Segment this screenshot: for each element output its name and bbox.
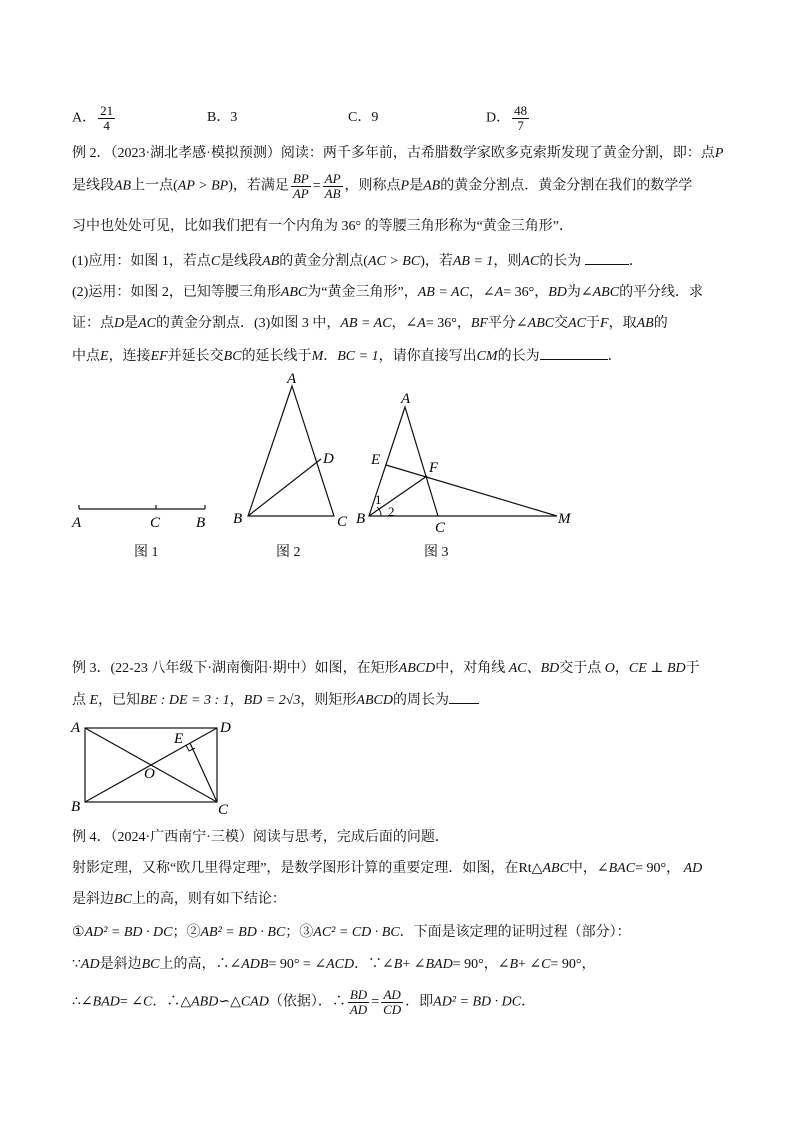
ex2-line7: 中点E，连接EF并延长交BC的延长线于M．BC = 1，请你直接写出CM的长为 ． [72, 345, 622, 367]
answer-blank-2[interactable] [540, 345, 608, 360]
ex2-fraction-bp-ap: $\frac{BP}{AP}$ [292, 171, 309, 201]
label-c: C [218, 802, 229, 816]
answer-blank-1[interactable] [585, 250, 629, 265]
triangle-abc [248, 386, 334, 516]
line-em [386, 465, 557, 516]
choice-d-fraction: $\frac{48}{7}$ [514, 103, 528, 133]
ex2-line3: 习中也处处可见，比如我们把有一个内角为 36° 的等腰三角形称为“黄金三角形”． [72, 219, 574, 234]
label-f: F [429, 460, 439, 476]
label-angle-2: 2 [388, 504, 395, 519]
ex4-fraction-bd-ad: $\frac{BD}{AD}$ [349, 987, 368, 1017]
label-a: A [401, 391, 411, 407]
ex4-line4: ①AD² = BD · DC；②AB² = BD · BC；③AC² = CD · BC．下面是该定理的证明过程（部分）： [72, 925, 631, 940]
figure-1-caption: 图 1 [134, 545, 159, 560]
ex4-line6: ∴∠BAD= ∠C．∴△ABD∽△CAD（依据）．∴ $\frac{BD}{AD}$ = $\frac{AD}{CD}$ ．即AD² = BD · DC． [72, 987, 536, 1017]
label-b: B [233, 511, 243, 527]
choice-a-fraction: $\frac{21}{4}$ [100, 103, 114, 133]
ex4-fraction-ad-cd: $\frac{AD}{CD}$ [383, 987, 402, 1017]
ex3-line1: 例 3．(22-23 八年级下·湖南衡阳·期中）如图，在矩形ABCD中，对角线 AC、BD交于点 O，CE ⊥ BD于 [72, 661, 700, 676]
ex2-line4: (1)应用：如图 1，若点C是线段AB的黄金分割点(AC > BC)，若AB = 1，则AC的长为 ． [72, 250, 643, 272]
angle-arc-2 [379, 509, 381, 516]
figure-3-caption: 图 3 [424, 545, 449, 560]
segment-ce [190, 743, 217, 802]
label-c: C [150, 515, 161, 531]
segment-bd [248, 459, 321, 516]
label-c: C [435, 520, 446, 536]
label-angle-1: 1 [375, 492, 382, 507]
choice-c: C．9 [348, 110, 379, 125]
choice-a: A． $\frac{21}{4}$ [72, 103, 114, 133]
label-a: A [71, 720, 81, 736]
ex2-line5: (2)运用：如图 2，已知等腰三角形ABC为“黄金三角形”，AB = AC，∠A= 36°，BD为∠ABC的平分线．求 [72, 285, 704, 300]
label-a: A [72, 515, 82, 531]
label-a: A [287, 371, 297, 387]
ex2-line6: 证：点D是AC的黄金分割点．(3)如图 3 中，AB = AC，∠A= 36°，BF平分∠ABC交AC于F，取AB的 [72, 316, 668, 331]
ex4-line1: 例 4．（2024·广西南宁·三模）阅读与思考，完成后面的问题． [72, 830, 449, 845]
answer-blank-3[interactable] [449, 689, 479, 704]
choice-b: B．3 [207, 110, 238, 125]
label-c: C [337, 514, 348, 530]
figure-3 [350, 386, 580, 536]
ex2-fraction-ap-ab: $\frac{AP}{AB}$ [324, 171, 341, 201]
figure-1 [66, 495, 216, 535]
figure-2 [226, 370, 356, 530]
label-d: D [220, 720, 231, 736]
ex2-line1: 例 2．（2023·湖北孝感·模拟预测）阅读：两千多年前，古希腊数学家欧多克索斯发现了黄金分割，即：点P [72, 146, 724, 161]
ex2-line2: 是线段AB上一点(AP > BP)，若满足 $\frac{BP}{AP}$ = $\frac{AP}{AB}$ ，则称点P是AB的黄金分割点．黄金分割在我们的数学学 [72, 171, 693, 201]
label-e: E [174, 731, 184, 747]
angle-arc-1 [377, 507, 379, 509]
label-o: O [144, 766, 155, 782]
ex4-line3: 是斜边BC上的高，则有如下结论： [72, 892, 286, 907]
label-b: B [356, 511, 366, 527]
ex4-line5: ∵AD是斜边BC上的高，∴∠ADB= 90° = ∠ACD．∵∠B+ ∠BAD= 90°，∠B+ ∠C= 90°， [72, 957, 596, 972]
figure-rectangle [66, 716, 246, 816]
label-m: M [558, 511, 571, 527]
ex3-line2: 点 E，已知BE : DE = 3 : 1，BD = 2√3，则矩形ABCD的周长为 [72, 689, 479, 711]
choice-d: D． $\frac{48}{7}$ [486, 103, 528, 133]
label-d: D [323, 451, 334, 467]
label-b: B [196, 515, 206, 531]
label-b: B [71, 799, 81, 815]
ex4-line2: 射影定理，又称“欧几里得定理”，是数学图形计算的重要定理．如图，在Rt△ABC中，∠BAC= 90°， AD [72, 861, 703, 876]
figure-2-caption: 图 2 [276, 545, 301, 560]
label-e: E [371, 452, 381, 468]
